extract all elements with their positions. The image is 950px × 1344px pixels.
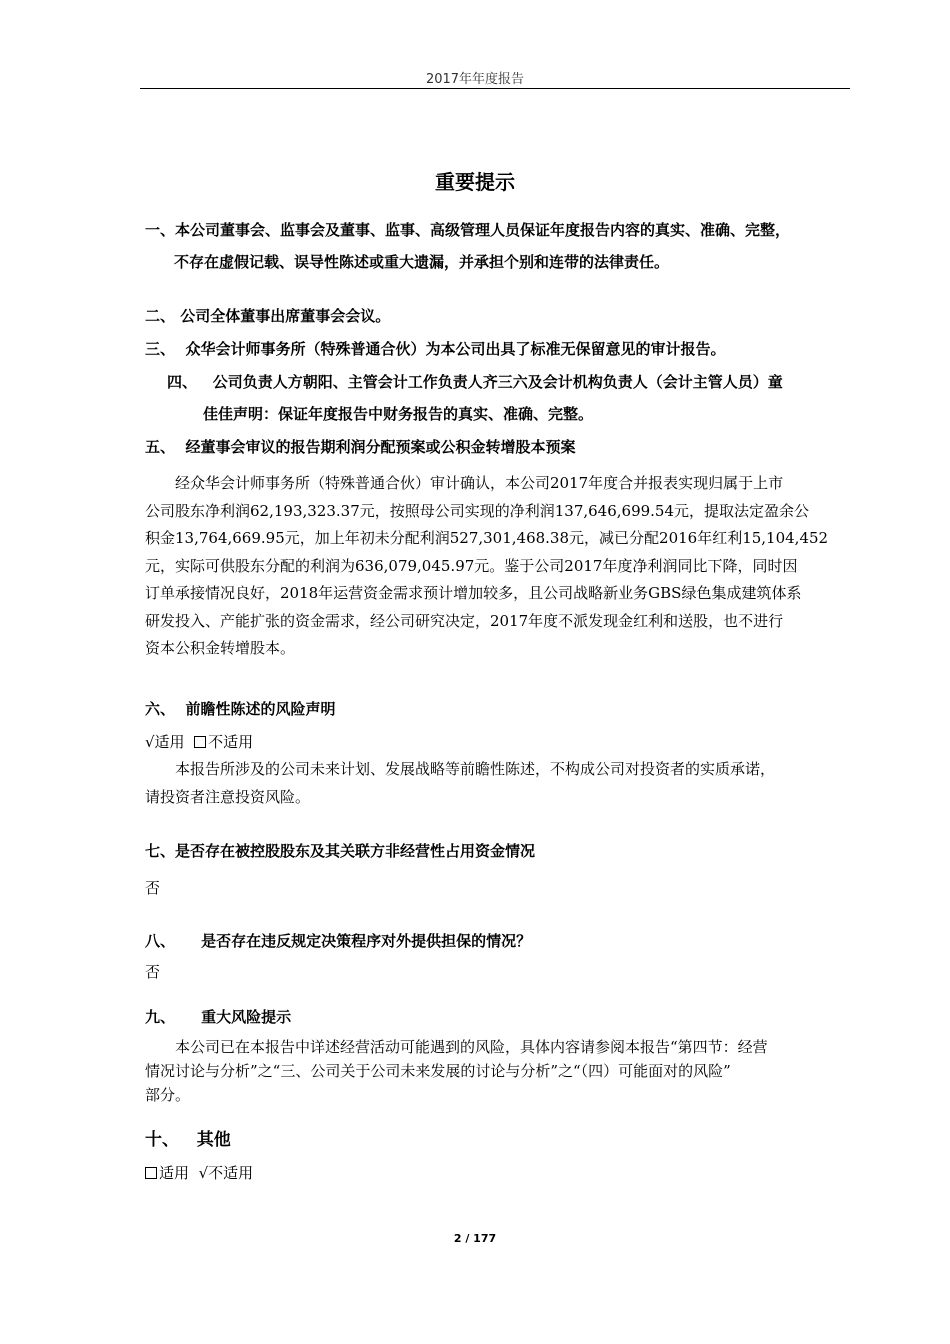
item-nine-num: 九、 <box>145 1008 176 1026</box>
item-five-body-line: 研发投入、产能扩张的资金需求，经公司研究决定，2017年度不派发现金红利和送股，也不进行 <box>145 611 784 630</box>
item-five-body-line: 资本公积金转增股本。 <box>145 639 296 657</box>
running-header: 2017年年度报告 <box>425 72 525 87</box>
page-title: 重要提示 <box>435 170 515 194</box>
page-number: 2 / 177 <box>453 1232 497 1245</box>
item-five-heading <box>145 436 575 457</box>
item-ten-heading <box>145 1125 231 1150</box>
item-ten-applicability <box>145 1162 253 1183</box>
item-five-body-line: 订单承接情况良好，2018年运营资金需求预计增加较多，且公司战略新业务GBS绿色集成建筑体系 <box>145 584 802 602</box>
item-four-num: 四、 <box>167 373 198 391</box>
item-eight-heading <box>145 930 531 951</box>
item-one-num: 一、 <box>145 221 176 239</box>
item-one-heading <box>145 219 790 240</box>
item-eight-text: 是否存在违反规定决策程序对外提供担保的情况？ <box>201 932 532 950</box>
header-divider <box>140 88 850 89</box>
item-five-body <box>145 470 828 663</box>
item-five-body-line: 积金13,764,669.95元，加上年初未分配利润527,301,468.38元，减已分配2016年红利15,104,452 <box>145 529 829 547</box>
item-six-num: 六、 <box>145 700 176 718</box>
item-nine-text: 重大风险提示 <box>201 1008 292 1026</box>
item-three-text: 众华会计师事务所（特殊普通合伙）为本公司出具了标准无保留意见的审计报告。 <box>185 340 726 358</box>
item-nine-body-line: 本公司已在本报告中详述经营活动可能遇到的风险，具体内容请参阅本报告“第四节：经营 <box>175 1038 768 1056</box>
item-seven-text: 是否存在被控股股东及其关联方非经营性占用资金情况 <box>175 842 536 860</box>
item-six-not-applicable: 不适用 <box>208 733 254 751</box>
item-four-line2: 佳佳声明：保证年度报告中财务报告的真实、准确、完整。 <box>203 405 594 423</box>
item-nine-heading <box>145 1006 291 1027</box>
item-six-body-line: 请投资者注意投资风险。 <box>145 787 311 806</box>
item-six-applicability <box>145 731 253 752</box>
item-seven-answer: 否 <box>145 879 161 897</box>
item-two-num: 二、 <box>145 307 176 325</box>
item-nine-body <box>145 1035 768 1107</box>
item-six-body-line: 本报告所涉及的公司未来计划、发展战略等前瞻性陈述，不构成公司对投资者的实质承诺， <box>175 760 776 778</box>
item-five-text: 经董事会审议的报告期利润分配预案或公积金转增股本预案 <box>185 438 576 456</box>
item-two-heading <box>145 305 390 326</box>
item-ten-not-applicable: √不适用 <box>198 1164 254 1182</box>
item-ten-num: 十、 <box>145 1130 179 1150</box>
item-seven-num: 七、 <box>145 842 176 860</box>
item-one-line1: 本公司董事会、监事会及董事、监事、高级管理人员保证年度报告内容的真实、准确、完整， <box>175 221 791 239</box>
item-six-body <box>145 756 775 811</box>
item-six-heading <box>145 698 335 719</box>
item-four-heading <box>167 371 783 392</box>
item-five-body-line: 元，实际可供股东分配的利润为636,079,045.97元。鉴于公司2017年度净利润同比下降，同时因 <box>145 556 798 575</box>
item-nine-body-line: 情况讨论与分析”之“三、公司关于公司未来发展的讨论与分析”之“（四）可能面对的风险” <box>145 1062 731 1080</box>
item-three-heading <box>145 338 725 359</box>
item-ten-applicable: 适用 <box>159 1164 190 1182</box>
item-three-num: 三、 <box>145 340 176 358</box>
item-nine-body-line: 部分。 <box>145 1086 191 1104</box>
checkbox-empty-icon <box>145 1167 157 1179</box>
item-five-body-line: 公司股东净利润62,193,323.37元，按照母公司实现的净利润137,646,699.54元，提取法定盈余公 <box>145 501 810 520</box>
item-two-text: 公司全体董事出席董事会会议。 <box>180 307 391 325</box>
item-ten-text: 其他 <box>196 1130 231 1150</box>
item-eight-num: 八、 <box>145 932 176 950</box>
item-eight-answer: 否 <box>145 963 161 981</box>
item-five-num: 五、 <box>145 438 176 456</box>
item-six-applicable: √适用 <box>145 733 185 751</box>
item-seven-heading <box>145 840 535 861</box>
item-one-line2: 不存在虚假记载、误导性陈述或重大遗漏，并承担个别和连带的法律责任。 <box>174 253 670 271</box>
item-six-text: 前瞻性陈述的风险声明 <box>185 700 336 718</box>
item-five-body-line: 经众华会计师事务所（特殊普通合伙）审计确认，本公司2017年度合并报表实现归属于上市 <box>175 474 784 492</box>
checkbox-empty-icon <box>194 736 206 748</box>
item-four-line1: 公司负责人方朝阳、主管会计工作负责人齐三六及会计机构负责人（会计主管人员）童 <box>212 373 783 391</box>
